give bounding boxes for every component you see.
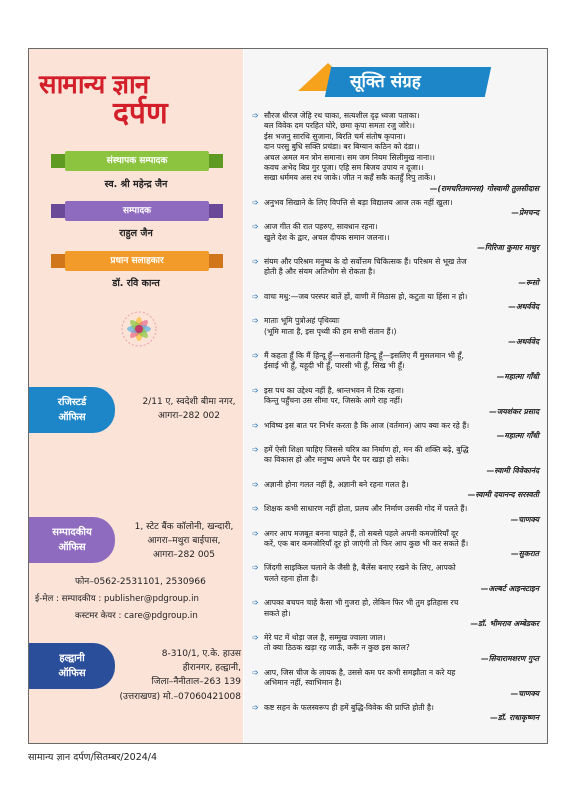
quote-author: —चाणक्य xyxy=(510,688,539,698)
quote-author: —अथर्ववेद xyxy=(508,337,539,346)
quote-author: —अथर्ववेद xyxy=(508,302,539,312)
magazine-logo xyxy=(39,65,235,131)
section-title-banner xyxy=(298,59,498,99)
editorial-office-label xyxy=(29,517,115,563)
arrow-bullet-icon: ➩ xyxy=(252,598,259,608)
quote-item xyxy=(252,633,542,654)
registered-office-label xyxy=(29,387,115,433)
quote-line: करें, एक बार कमजोरियाँ दूर हो जाएंगी तो फिर आप कुछ भी कर सकते हैं। xyxy=(264,539,469,548)
registered-office-label-2: ऑफिस xyxy=(58,412,86,423)
quote-author: —जयशंकर प्रसाद xyxy=(489,406,539,416)
quote-item xyxy=(252,198,542,208)
quote-line: अचल अमल मन त्रोन समाना। सम जम नियम सिलीमुख नाना।। xyxy=(264,152,435,162)
quote-author: —स्वामी विवेकानंद xyxy=(486,465,539,475)
customer-care-email: कस्टमर केयर : care@pdgroup.in xyxy=(75,611,198,621)
logo-line-1: सामान्य ज्ञान xyxy=(39,70,149,100)
quote-text xyxy=(264,316,542,337)
quote-line: खुले देश के द्वार, अचल दीपक समान जलना।। xyxy=(264,232,390,242)
quote-text xyxy=(264,563,542,584)
quote-line: मैं कहता हूँ कि मैं हिन्दू हूँ—सनातनी हिन्दू हूँ—इसलिए मैं मुसलमान भी हूँ, xyxy=(264,351,464,360)
quote-line: शिक्षक कभी साधारण नहीं होता, प्रलय और निर्माण उसकी गोद में पलते हैं। xyxy=(264,504,468,514)
quote-line: (भूमि माता है, इस पृथ्वी की हम सभी संतान हैं।) xyxy=(264,326,397,336)
quote-line: अभिमान नहीं, स्वाभिमान है। xyxy=(264,678,342,688)
quote-text xyxy=(264,292,542,302)
quote-text xyxy=(264,703,542,713)
quote-line: आज गीत की रात पहरुए, सावधान रहना। xyxy=(264,222,378,232)
registered-address-line-2: आगरा–282 002 xyxy=(158,411,220,421)
quote-item xyxy=(252,111,542,184)
quote-line: अनुभव सिखाने के लिए विपत्ति से बड़ा विद्यालय आज तक नहीं खुला। xyxy=(264,197,453,207)
quote-text xyxy=(264,504,542,514)
arrow-bullet-icon: ➩ xyxy=(252,351,259,360)
quote-author: —(रामचरितमानस) गोस्वामी तुलसीदास xyxy=(429,183,539,193)
section-title: सूक्ति संग्रह xyxy=(350,72,421,92)
quote-item xyxy=(252,703,542,713)
editorial-office-phone: फोन–0562-2531101, 2530966 xyxy=(75,577,206,587)
quote-line: अज्ञानी होना गलत नहीं है, अज्ञानी बने रहना गलत है। xyxy=(264,479,409,489)
editorial-address-line-3: आगरा–282 005 xyxy=(153,550,215,560)
quote-item xyxy=(252,445,542,466)
quote-text xyxy=(264,480,542,490)
arrow-bullet-icon: ➩ xyxy=(252,197,259,207)
quote-item xyxy=(252,316,542,337)
arrow-bullet-icon: ➩ xyxy=(252,257,259,266)
quote-item xyxy=(252,480,542,490)
quote-line: ईसाई भी हूँ, यहूदी भी हूँ, पारसी भी हूँ, सिख भी हूँ। xyxy=(264,361,405,371)
quote-text xyxy=(264,529,542,550)
quote-line: आप, जिस चीज के लायक है, उससे कम पर कभी समझौता न करे यह xyxy=(264,667,456,677)
haldwani-address-line-3: जिला–नैनीताल–263 139 xyxy=(151,677,241,687)
chief-advisor-name: डॉ. रवि कान्त xyxy=(112,278,160,289)
quote-line: अगर आप मजबूत बनना चाहते हैं, तो सबसे पहले अपनी कमजोरियाँ दूर xyxy=(264,528,459,538)
quote-author: —अल्बर्ट आइन्स्टाइन xyxy=(480,584,539,594)
editorial-address-line-2: आगरा–मथुरा बाईपास, xyxy=(147,536,221,546)
quote-line: सौरज धीरज जेहि रथ चाका, सत्यशील दृढ़ ध्वजा पताका। xyxy=(264,111,420,120)
haldwani-address-line-1: 8-310/1, ए.के. हाउस xyxy=(161,649,241,659)
quote-item xyxy=(252,504,542,514)
quote-text xyxy=(264,598,542,619)
editorial-office-label-1: सम्पादकीय xyxy=(52,527,92,538)
quote-line: किन्तु पहुँचना उस सीमा पर, जिसके आगे राह नहीं। xyxy=(264,396,403,406)
quote-item xyxy=(252,292,542,302)
quote-line: संयम और परिश्रम मनुष्य के दो सर्वोत्तम चिकित्सक हैं। परिश्रम से भूख तेज xyxy=(264,257,467,266)
quote-author: —प्रेमचन्द xyxy=(511,208,539,218)
quote-text xyxy=(264,257,542,278)
quote-line: सखा धर्ममय अस रथ जाके। जीत न कहँ सकै कतहुँ रिपु ताकें।। xyxy=(264,173,436,183)
quote-item xyxy=(252,222,542,243)
haldwani-office-label-1: हल्द्वानी xyxy=(59,653,85,664)
editorial-office-label-2: ऑफिस xyxy=(58,542,86,553)
flower-ornament-icon xyxy=(119,309,159,349)
quote-line: का विकास हो और मनुष्य अपने पैर पर खड़ा हो सके। xyxy=(264,455,410,465)
quote-text xyxy=(264,421,542,431)
quote-item xyxy=(252,351,542,372)
quote-item xyxy=(252,386,542,407)
founder-editor-name: स्व. श्री महेन्द्र जैन xyxy=(104,179,168,190)
quote-author: —डॉ. भीमराव अम्बेडकर xyxy=(470,619,539,628)
registered-office-address xyxy=(139,395,239,423)
editorial-address-line-1: 1, स्टेट बैंक कॉलोनी, खन्दारी, xyxy=(134,522,234,532)
quote-author: —चाणक्य xyxy=(510,514,539,524)
haldwani-office-label xyxy=(29,643,115,689)
quote-author: —महात्मा गाँधी xyxy=(496,431,539,440)
quote-line: वाचः मधु:—जब परस्पर बातें हों, वाणी में मिठास हो, कटुता या हिंसा न हो। xyxy=(264,291,468,301)
quote-author: —सुकरात xyxy=(511,549,539,559)
haldwani-office-address xyxy=(119,647,241,689)
arrow-bullet-icon: ➩ xyxy=(252,316,259,326)
quote-author: —स्वामी दयानन्द सरस्वती xyxy=(467,490,539,500)
quote-author: —डॉ. राधाकृष्णन xyxy=(490,713,539,722)
quote-text xyxy=(264,668,542,689)
quote-line: दान परसु बुधि सक्ति प्रचंडा। बर बिग्यान कठिन को दंडा।। xyxy=(264,142,420,152)
quote-line: तो क्या ठिठक खड़ा रह जाऊँ, करूँ न कुछ इस काल? xyxy=(264,643,410,653)
editorial-office-email: ई-मेल : सम्पादकीय : publisher@pdgroup.in xyxy=(35,594,199,604)
arrow-bullet-icon: ➩ xyxy=(252,420,259,430)
quote-author: —रूसो xyxy=(518,277,539,287)
editor-name: राहुल जैन xyxy=(119,228,153,239)
quote-line: बल विवेक दम परहित घोरे, छमा कृपा समता रजु जोरे।। xyxy=(264,121,415,131)
haldwani-office-label-2: ऑफिस xyxy=(58,668,86,679)
quote-item xyxy=(252,257,542,278)
haldwani-address-line-2: हीरानगर, हल्द्वानी, xyxy=(182,663,241,673)
quote-line: मेरे घट में थोड़ा जल है, सम्मुख ज्वाला जाल। xyxy=(264,633,386,642)
quote-line: भविष्य इस बात पर निर्भर करता है कि आज (वर्तमान) आप क्या कर रहे हैं। xyxy=(264,420,470,430)
quote-text xyxy=(264,111,542,184)
arrow-bullet-icon: ➩ xyxy=(252,445,259,454)
registered-office-label-1: रजिस्टर्ड xyxy=(57,397,87,408)
quote-line: आपका बचपन चाहे कैसा भी गुजरा हो, लेकिन फिर भी तुम इतिहास रच xyxy=(264,598,459,608)
quote-line: इस पथ का उद्देश्य नहीं है, श्रान्तभवन में टिक रहना। xyxy=(264,385,404,395)
arrow-bullet-icon: ➩ xyxy=(252,667,259,677)
quote-item xyxy=(252,668,542,689)
arrow-bullet-icon: ➩ xyxy=(252,528,259,538)
quote-line: माताः भूमि पुत्रोअहं पृथिव्याः xyxy=(264,316,340,326)
chief-advisor-ribbon: प्रधान सलाहकार xyxy=(65,251,209,271)
quote-text xyxy=(264,351,542,372)
quote-author: —गिरिजा कुमार माथुर xyxy=(477,243,539,252)
quote-text xyxy=(264,445,542,466)
quote-line: चलते रहना होता है। xyxy=(264,573,319,583)
editor-ribbon: सम्पादक xyxy=(65,201,209,221)
haldwani-address-line-4: (उत्तराखण्ड) मो.–07060421008 xyxy=(119,692,241,702)
arrow-bullet-icon: ➩ xyxy=(252,111,259,120)
arrow-bullet-icon: ➩ xyxy=(252,291,259,301)
quotes-column xyxy=(244,49,547,743)
quote-item xyxy=(252,598,542,619)
quote-line: होती है और संयम अतिभोग से रोकता है। xyxy=(264,267,376,277)
masthead-column xyxy=(29,49,243,743)
arrow-bullet-icon: ➩ xyxy=(252,563,259,573)
quote-line: कष्ट सहन के फलस्वरूप ही हमें बुद्धि-विवेक की प्राप्ति होती है। xyxy=(264,702,434,712)
arrow-bullet-icon: ➩ xyxy=(252,504,259,514)
quote-text xyxy=(264,222,542,243)
quote-line: कवच अभेद बिप्र गुर पूजा। एहि सम बिजय उपाय न दूजा।। xyxy=(264,163,424,173)
quote-text xyxy=(264,633,542,654)
quote-item xyxy=(252,563,542,584)
quote-text xyxy=(264,198,542,208)
arrow-bullet-icon: ➩ xyxy=(252,702,259,712)
founder-editor-ribbon: संस्थापक सम्पादक xyxy=(65,151,209,171)
logo-line-2: दर्पण xyxy=(113,96,168,131)
arrow-bullet-icon: ➩ xyxy=(252,385,259,395)
quote-line: ईस भजनु सारथि सुजाना, बिरति चर्म संतोष कृपाना। xyxy=(264,131,406,141)
quote-item xyxy=(252,421,542,431)
quote-line: सकते हो। xyxy=(264,608,291,618)
editorial-office-address xyxy=(127,520,241,562)
quote-item xyxy=(252,529,542,550)
registered-address-line-1: 2/11 ए, स्वदेशी बीमा नगर, xyxy=(142,397,236,407)
arrow-bullet-icon: ➩ xyxy=(252,222,259,232)
arrow-bullet-icon: ➩ xyxy=(252,479,259,489)
quote-line: हमें ऐसी शिक्षा चाहिए जिससे चरित्र का निर्माण हो, मन की शक्ति बढ़े, बुद्धि xyxy=(264,445,469,454)
quote-author: —महात्मा गाँधी xyxy=(496,371,539,381)
quote-author: —सियारामशरण गुप्त xyxy=(480,653,539,663)
quote-line: जिंदगी साइकिल चलाने के जैसी है, बैलेंस बनाए रखने के लिए, आपको xyxy=(264,563,456,573)
quote-text xyxy=(264,386,542,407)
arrow-bullet-icon: ➩ xyxy=(252,633,259,642)
page-footer: सामान्य ज्ञान दर्पण/सितम्बर/2024/4 xyxy=(28,752,158,763)
